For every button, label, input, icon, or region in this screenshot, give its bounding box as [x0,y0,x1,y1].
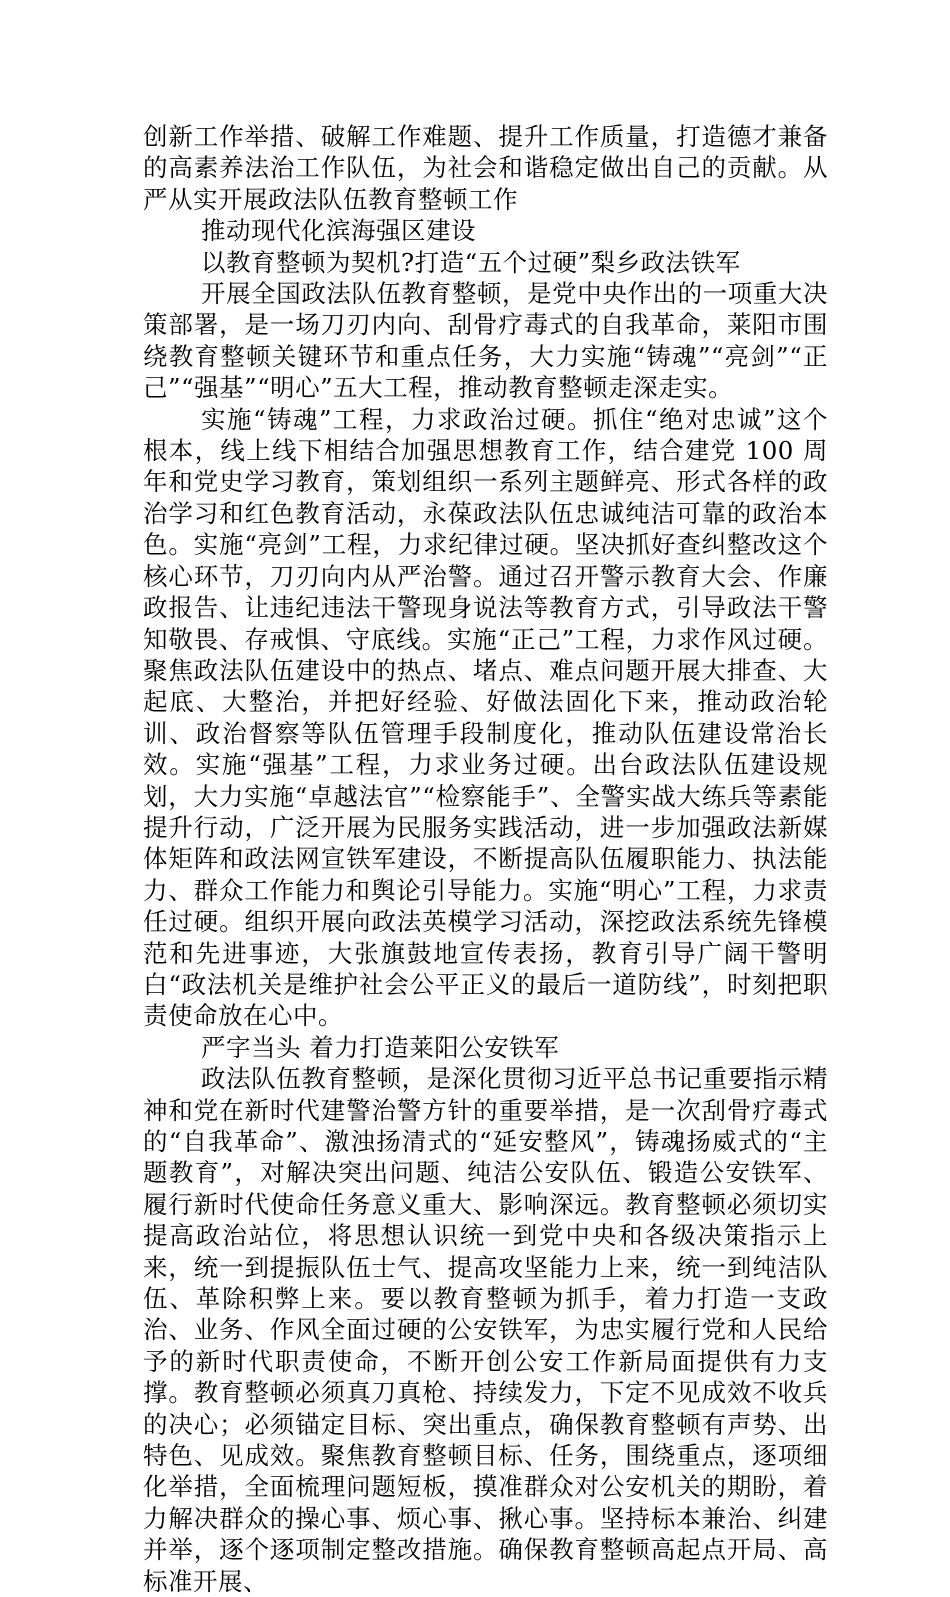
heading-police: 严字当头 着力打造莱阳公安铁军 [201,1032,560,1062]
paragraph-police: 政法队伍教育整顿，是深化贯彻习近平总书记重要指示精神和党在新时代建警治警方针的重要举措，是一次刮骨疗毒式的“自我革命”、激浊扬清式的“延安整风”，铸魂扬威式的“主题教育”，对解决突出问题、纯洁公安队伍、锻造公安铁军、履行新时代使命任务意义重大、影响深远。教育整顿必须切实提高政治站位，将思想认识统一到党中央和各级决策指示上来，统一到提振队伍士气、提高攻坚能力上来，统一到纯洁队伍、革除积弊上来。要以教育整顿为抓手，着力打造一支政治、业务、作风全面过硬的公安铁军，为忠实履行党和人民给予的新时代职责使命，不断开创公安工作新局面提供有力支撑。教育整顿必须真刀真枪、持续发力，下定不见成效不收兵的决心；必须锚定目标、突出重点，确保教育整顿有声势、出特色、见成效。聚焦教育整顿目标、任务，围绕重点，逐项细化举措，全面梳理问题短板，摸准群众对公安机关的期盼，着力解决群众的操心事、烦心事、揪心事。坚持标本兼治、纠建并举，逐个逐项制定整改措施。确保教育整顿高起点开局、高标准开展、 [143,1064,828,1596]
heading-binhai: 推动现代化滨海强区建设 [201,216,476,246]
paragraph-intro: 创新工作举措、破解工作难题、提升工作质量，打造德才兼备的高素养法治工作队伍，为社会和谐稳定做出自己的贡献。从严从实开展政法队伍教育整顿工作 [143,122,828,214]
document-page [143,121,828,1597]
heading-lixiang: 以教育整顿为契机?打造“五个过硬”梨乡政法铁军 [201,247,741,277]
paragraph-five-projects: 实施“铸魂”工程，力求政治过硬。抓住“绝对忠诚”这个根本，线上线下相结合加强思想教育工作，结合建党 100 周年和党史学习教育，策划组织一系列主题鲜亮、形式各样的政治学习和红色教育活动，永葆政法队伍忠诚纯洁可靠的政治本色。实施“亮剑”工程，力求纪律过硬。坚决抓好查纠整改这个核心环节，刀刃向内从严治警。通过召开警示教育大会、作廉政报告、让违纪违法干警现身说法等教育方式，引导政法干警知敬畏、存戒惧、守底线。实施“正己”工程，力求作风过硬。聚焦政法队伍建设中的热点、堵点、难点问题开展大排查、大起底、大整治，并把好经验、好做法固化下来，推动政治轮训、政治督察等队伍管理手段制度化，推动队伍建设常治长效。实施“强基”工程，力求业务过硬。出台政法队伍建设规划，大力实施“卓越法官”“检察能手”、全警实战大练兵等素能提升行动，广泛开展为民服务实践活动，进一步加强政法新媒体矩阵和政法网宣铁军建设，不断提高队伍履职能力、执法能力、群众工作能力和舆论引导能力。实施“明心”工程，力求责任过硬。组织开展向政法英模学习活动，深挖政法系统先锋模范和先进事迹，大张旗鼓地宣传表扬，教育引导广阔干警明白“政法机关是维护社会公平正义的最后一道防线”，时刻把职责使命放在心中。 [143,404,828,1031]
paragraph-overview: 开展全国政法队伍教育整顿，是党中央作出的一项重大决策部署，是一场刀刃内向、刮骨疗毒式的自我革命，莱阳市围绕教育整顿关键环节和重点任务，大力实施“铸魂”“亮剑”“正己”“强基”“明心”五大工程，推动教育整顿走深走实。 [143,279,828,403]
